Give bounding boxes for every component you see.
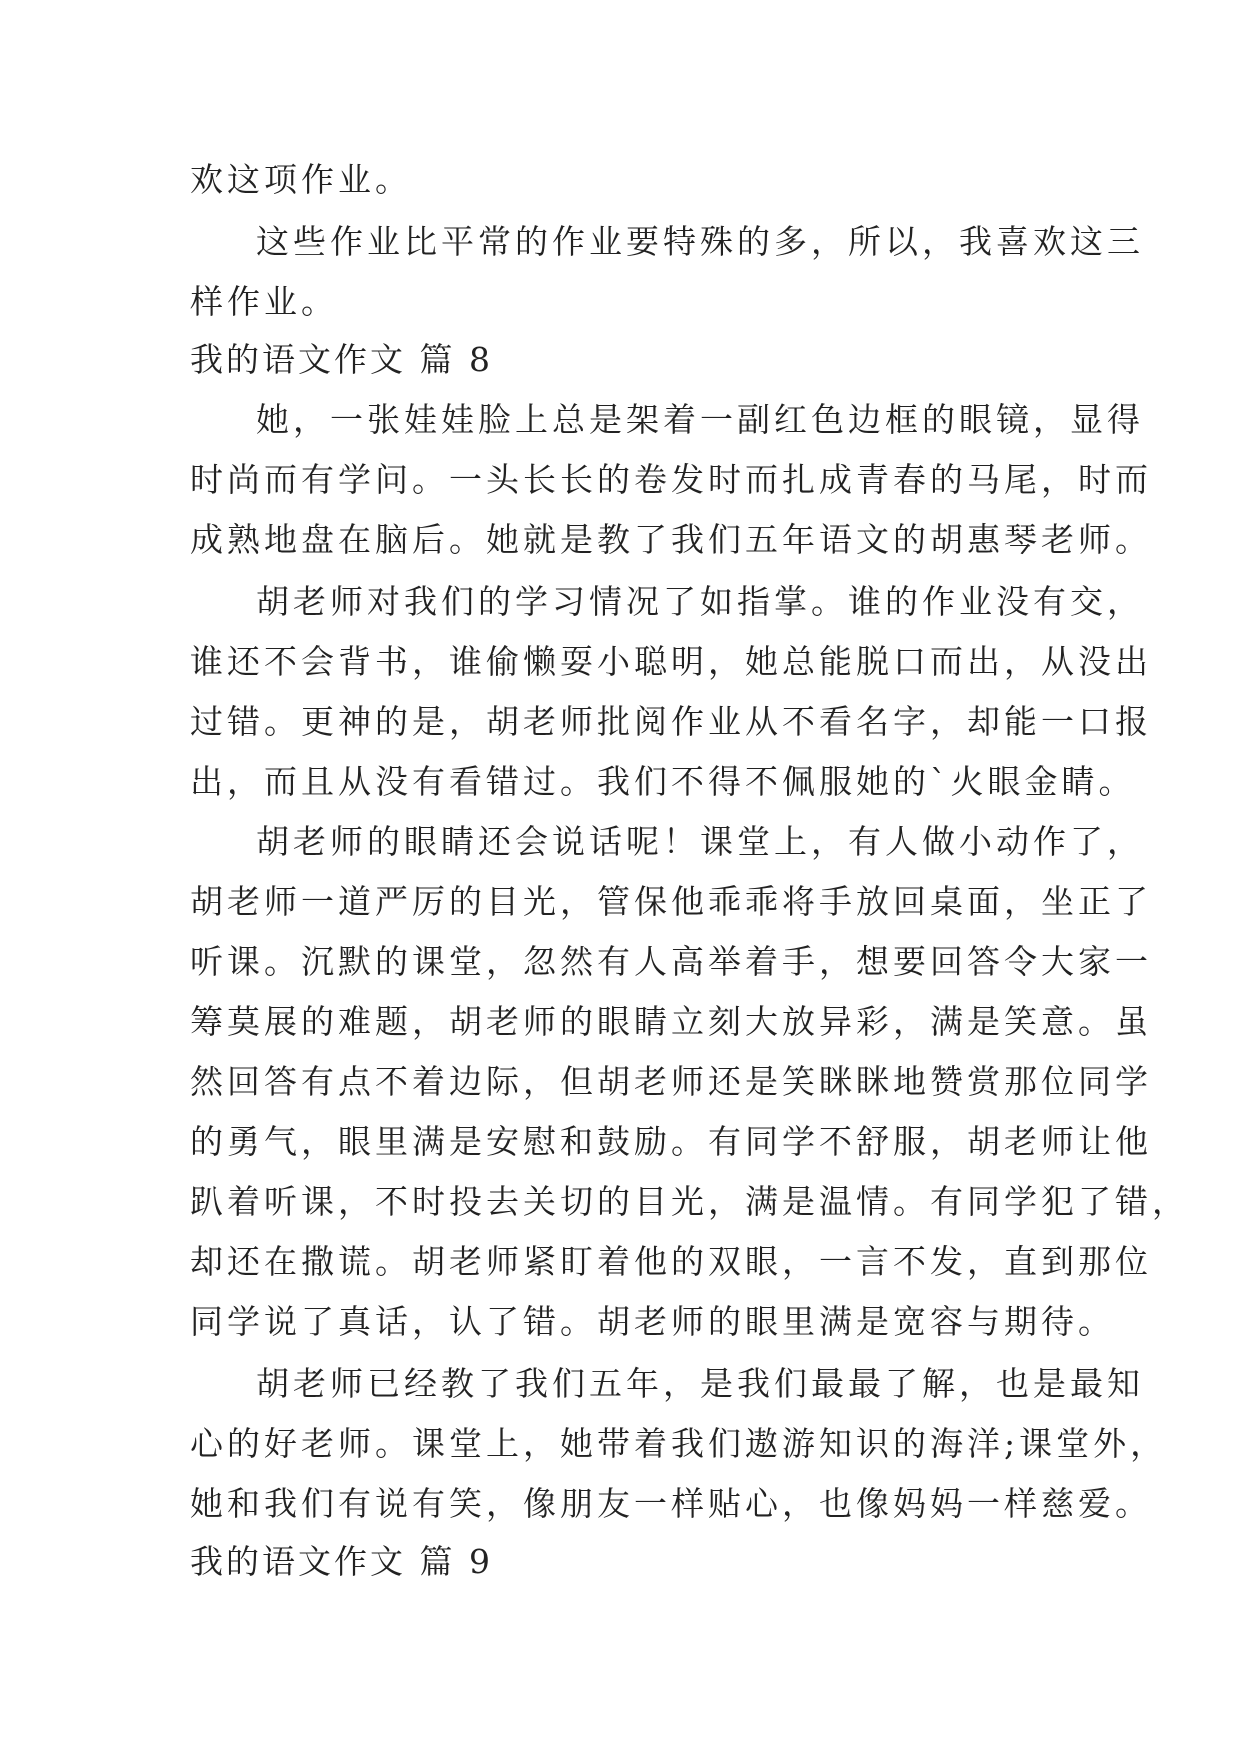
text-line: 过错。更神的是，胡老师批阅作业从不看名字，却能一口报 xyxy=(190,702,1152,741)
text-line: 胡老师一道严厉的目光，管保他乖乖将手放回桌面，坐正了 xyxy=(190,882,1152,921)
text-line: 然回答有点不着边际，但胡老师还是笑眯眯地赞赏那位同学 xyxy=(190,1062,1152,1101)
text-line: 成熟地盘在脑后。她就是教了我们五年语文的胡惠琴老师。 xyxy=(190,520,1152,559)
text-line: 心的好老师。课堂上，她带着我们遨游知识的海洋;课堂外， xyxy=(190,1424,1168,1463)
text-line: 听课。沉默的课堂，忽然有人高举着手，想要回答令大家一 xyxy=(190,942,1152,981)
text-line: 的勇气，眼里满是安慰和鼓励。有同学不舒服，胡老师让他 xyxy=(190,1122,1152,1161)
text-line: 同学说了真话，认了错。胡老师的眼里满是宽容与期待。 xyxy=(190,1302,1115,1341)
text-line: 胡老师对我们的学习情况了如指掌。谁的作业没有交， xyxy=(256,582,1144,621)
text-line: 胡老师的眼睛还会说话呢！课堂上，有人做小动作了， xyxy=(256,822,1144,861)
text-line: 出，而且从没有看错过。我们不得不佩服她的`火眼金睛。 xyxy=(190,762,1136,801)
text-line: 趴着听课，不时投去关切的目光，满是温情。有同学犯了错， xyxy=(190,1182,1189,1221)
text-line: 她，一张娃娃脸上总是架着一副红色边框的眼镜，显得 xyxy=(256,400,1144,439)
section-heading: 我的语文作文 篇 8 xyxy=(190,340,493,379)
text-line: 胡老师已经教了我们五年，是我们最最了解，也是最知 xyxy=(256,1364,1144,1403)
text-line: 时尚而有学问。一头长长的卷发时而扎成青春的马尾，时而 xyxy=(190,460,1152,499)
text-line: 欢这项作业。 xyxy=(190,160,412,199)
text-line: 却还在撒谎。胡老师紧盯着他的双眼，一言不发，直到那位 xyxy=(190,1242,1152,1281)
section-heading: 我的语文作文 篇 9 xyxy=(190,1542,493,1581)
text-line: 她和我们有说有笑，像朋友一样贴心，也像妈妈一样慈爱。 xyxy=(190,1484,1152,1523)
text-line: 筹莫展的难题，胡老师的眼睛立刻大放异彩，满是笑意。虽 xyxy=(190,1002,1152,1041)
text-line: 样作业。 xyxy=(190,282,338,321)
text-line: 谁还不会背书，谁偷懒耍小聪明，她总能脱口而出，从没出 xyxy=(190,642,1152,681)
text-line: 这些作业比平常的作业要特殊的多，所以，我喜欢这三 xyxy=(256,222,1144,261)
